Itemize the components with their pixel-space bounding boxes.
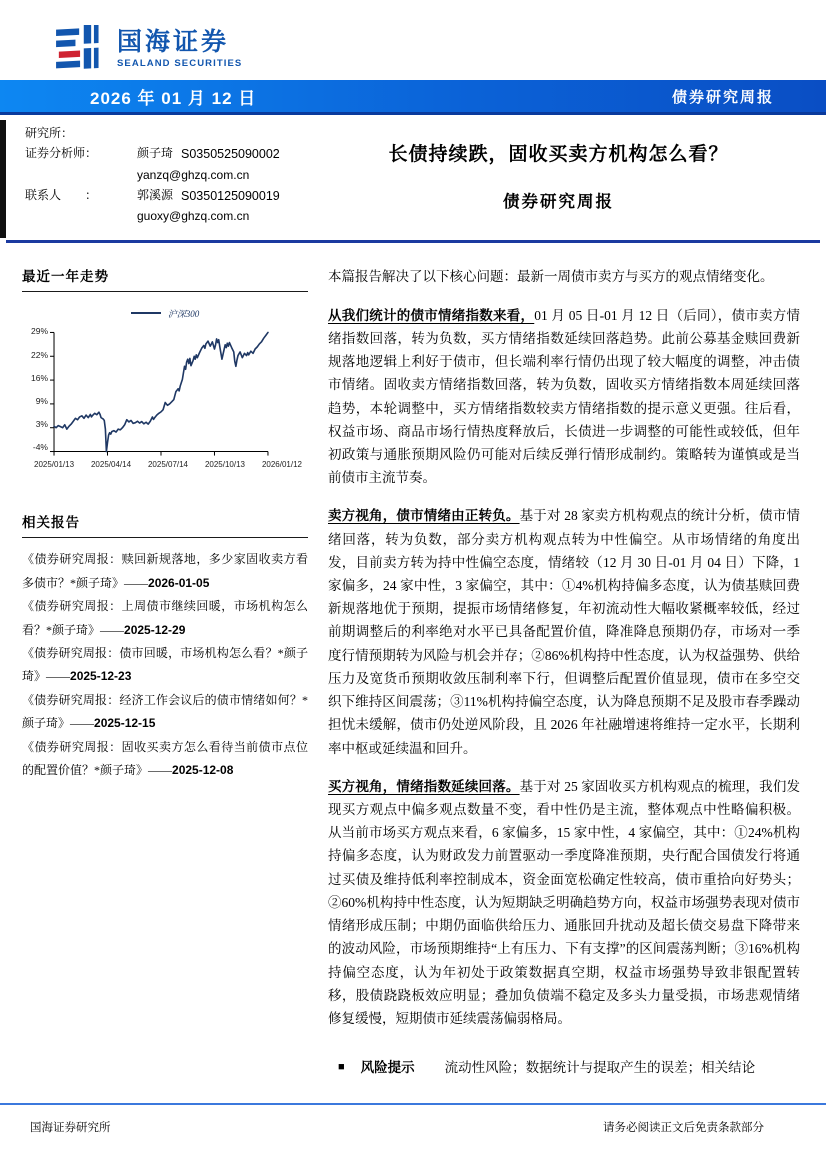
brand-text: [117, 30, 242, 69]
x-tick-label: 2025/10/13: [204, 460, 245, 470]
y-tick-label: 16%: [30, 372, 48, 383]
paragraph-lead: 从我们统计的债市情绪指数来看，: [328, 307, 535, 323]
report-link-date: 2025-12-29: [124, 622, 186, 637]
report-link-date: 2025-12-15: [94, 716, 156, 731]
report-link-date: 2025-12-08: [172, 762, 234, 777]
analyst-email[interactable]: yanzq@ghzq.com.cn: [137, 167, 250, 182]
institute-row: [25, 125, 317, 142]
report-link-text: 《债券研究周报：经济工作会议后的债市情绪如何？*颜子琦》——: [22, 692, 308, 731]
paragraph-summary: [328, 265, 800, 288]
paragraph-lead: 卖方视角，债市情绪由正转负。: [328, 508, 520, 524]
legend-line-swatch: [131, 312, 161, 314]
paragraph-sentiment-index: [328, 304, 800, 490]
paragraph-sellside: [328, 504, 800, 759]
analyst-email-row: [25, 167, 317, 184]
report-link[interactable]: [22, 689, 308, 736]
paragraph-text: 01 月 05 日-01 月 12 日（后同），债市卖方情绪指数回落，转为负数，买方情绪指数延续回落趋势。此前公募基金赎回费新规落地逻辑上利好于债市，但长端利率行情仍出现了较大幅度的调整，冲击债市情绪。固收卖方情绪指数回落，转为负数，固收买方情绪指数本周延续回落趋势，本轮调整中，买方情绪指数较卖方情绪指数的提示意义更强。往后看，权益市场、商品市场行情热度释放后，长债进一步调整的可能性或较低，但年初政策与通胀预期风险仍可能对后续反弹行情形成制约。策略转为谨慎或是当前债市主流节奏。: [328, 307, 800, 486]
report-link-text: 《债券研究周报：固收买卖方怎么看待当前债市点位的配置价值？*颜子琦》——: [22, 739, 308, 777]
footer-row: [0, 1105, 826, 1135]
chart-legend: [22, 306, 308, 320]
analyst-label: 证券分析师：: [25, 146, 98, 161]
paragraph-text: 基于对 28 家卖方机构观点的统计分析，债市情绪回落，转为负数，部分卖方机构观点转为中性偏空。从市场情绪的角度出发，目前卖方转为持中性偏空态度，情绪较（12 月 30 日-01 月 04 日）下降，1 家偏多，24 家中性，3 家偏空，其中：①4%机构持偏多态度，认为债基赎回费新规落地优于预期，提振市场情绪修复，年初流动性大幅收紧概率较低，经过前期调整后的利率绝对水平已具备配置价值，降准降息预期仍存，市场对一季度行情预期转为风险与机会并存；②86%机构持中性态度，认为权益强势、供给压力及宽货币预期收敛压制利率下行，但调整后配置价值显现，债市在多空交织下维持区间震荡；③11%机构持偏空态度，认为降息预期不足及股市春季躁动担忧未缓解，债市仍处逆风阶段，且 2026 年社融增速将维持一定水平，长期利率中枢或延续温和回升。: [328, 508, 801, 756]
report-category: 债券研究周报: [671, 89, 774, 106]
report-body: [328, 265, 800, 1079]
risk-label: 风险提示: [360, 1060, 415, 1076]
trend-heading: 最近一年走势: [22, 265, 308, 292]
content: [0, 243, 826, 1079]
paragraph-text: 本篇报告解决了以下核心问题：最新一周债市卖方与买方的观点情绪变化。: [328, 269, 774, 285]
report-link[interactable]: [22, 548, 308, 595]
x-tick-label: 2026/01/12: [261, 460, 302, 470]
brand-header: [0, 0, 826, 78]
sealand-logo-icon: [55, 25, 107, 73]
report-link-date: 2026-01-05: [148, 575, 210, 590]
contact-id: S0350125090019: [181, 188, 280, 203]
contact-email-row: [25, 208, 317, 225]
analyst-name: 颜子琦: [137, 146, 174, 161]
trend-chart: [22, 306, 308, 469]
chart-y-axis: [22, 326, 52, 452]
report-link[interactable]: [22, 595, 308, 642]
brand-name-cn: 国海证券: [117, 28, 230, 56]
y-tick-label: 3%: [35, 419, 48, 430]
related-reports-list: [22, 548, 308, 782]
report-topbar: [0, 80, 826, 115]
contact-email[interactable]: guoxy@ghzq.com.cn: [137, 209, 250, 224]
y-tick-label: -4%: [32, 442, 48, 453]
x-tick-label: 2025/04/14: [90, 460, 132, 470]
related-reports-heading: 相关报告: [22, 511, 308, 538]
report-title: 长债持续跌，固收买卖方机构怎么看？: [388, 144, 729, 165]
report-link-text: 《债券研究周报：债市回暖，市场机构怎么看？*颜子琦》——: [22, 645, 308, 684]
head-info: [0, 115, 826, 234]
footer-left: 国海证券研究所: [30, 1122, 111, 1134]
contact-label: 联系人 ：: [25, 187, 98, 202]
sidebar: [22, 265, 308, 1079]
contact-name: 郭溪源: [137, 187, 174, 202]
risk-text: 流动性风险；数据统计与提取产生的误差；相关结论: [444, 1060, 756, 1076]
x-tick-label: 2025/01/13: [34, 460, 75, 470]
square-bullet-icon: ■: [338, 1061, 345, 1074]
analyst-block: [25, 125, 317, 228]
spacer: [25, 167, 137, 184]
y-tick-label: 29%: [30, 326, 48, 337]
report-date: 2026 年 01 月 12 日: [90, 88, 257, 108]
brand-name-en: SEALAND SECURITIES: [117, 57, 243, 69]
paragraph-lead: 买方视角，情绪指数延续回落。: [328, 778, 520, 794]
report-subtitle: 债券研究周报: [503, 192, 614, 211]
legend-label: 沪深300: [167, 308, 200, 319]
analyst-id: S0350525090002: [181, 147, 280, 162]
analyst-row: [25, 145, 317, 163]
report-link[interactable]: [22, 642, 308, 689]
paragraph-text: 基于对 25 家固收买方机构观点的梳理，我们发现买方观点中偏多观点数量不变，看中性仍是主流，整体观点中性略偏积极。从当前市场买方观点来看，6 家偏多，15 家中性，4 家偏空，其中：①24%机构持偏多态度，认为财政发力前置驱动一季度降准预期，央行配合国债发行将通过买债及维持低利率控制成本，资金面宽松确定性较高，债市重拾向好势头；②60%机构持中性态度，认为短期缺乏明确趋势方向，权益市场强势表现对债市情绪形成压制；中期仍面临供给压力、通胀回升扰动及超长债交易盘下降带来的波动风险，市场预期维持“上有压力、下有支撑”的区间震荡判断；③16%机构持偏空态度，认为年初处于政策数据真空期，权益市场强势导致非银配置转移，股债跷跷板效应明显；叠加负债端不稳定及多头力量受损，市场悲观情绪修复缓慢，短期债市延续震荡偏弱格局。: [328, 778, 801, 1026]
footer-right: 请务必阅读正文后免责条款部分: [603, 1122, 764, 1134]
institute-label: 研究所：: [25, 126, 74, 140]
report-link-text: 《债券研究周报：上周债市继续回暖，市场机构怎么看？*颜子琦》——: [22, 599, 308, 637]
y-tick-label: 22%: [30, 349, 48, 360]
title-block: [317, 125, 800, 228]
contact-row: [25, 187, 317, 205]
report-link-text: 《债券研究周报：赎回新规落地，多少家固收卖方看多债市？*颜子琦》——: [22, 552, 308, 590]
spacer: [25, 208, 137, 225]
x-tick-label: 2025/07/14: [147, 460, 189, 470]
report-link-date: 2025-12-23: [70, 669, 132, 684]
page-footer: [0, 1103, 826, 1169]
report-link[interactable]: [22, 736, 308, 783]
risk-warning: [328, 1056, 800, 1079]
y-tick-label: 9%: [35, 395, 48, 406]
page-edge-mark: [0, 120, 6, 238]
chart-plot-row: [22, 326, 308, 456]
trend-chart-svg: [52, 330, 272, 456]
paragraph-buyside: [328, 775, 800, 1030]
chart-x-axis: [34, 460, 302, 469]
